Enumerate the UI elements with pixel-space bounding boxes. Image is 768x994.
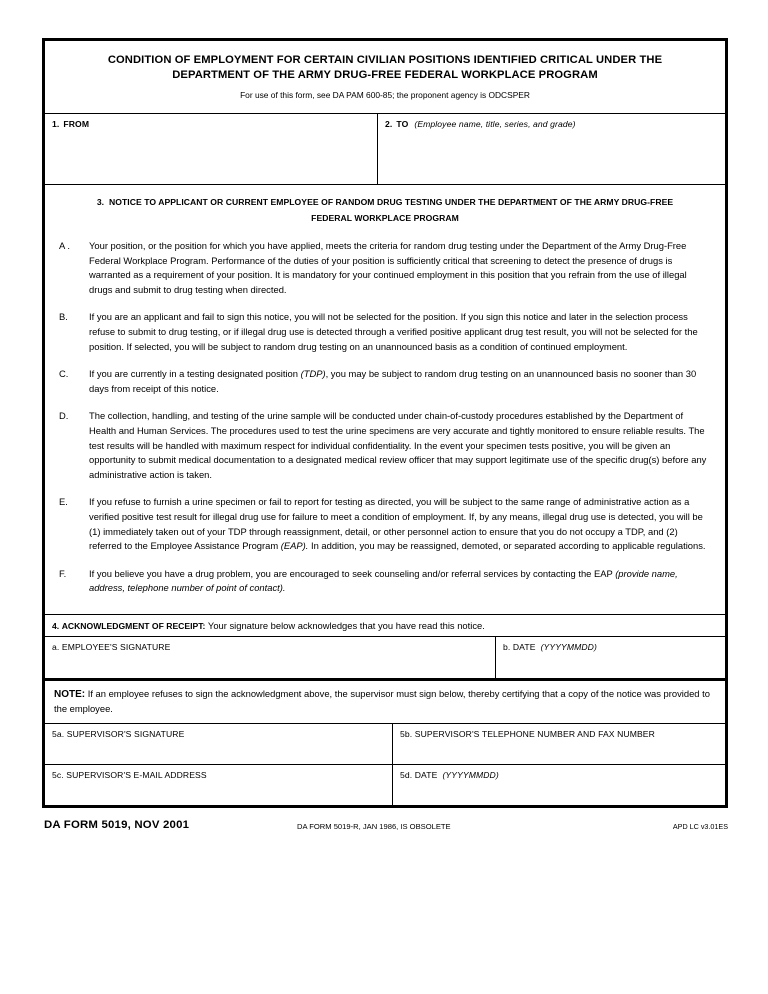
section3-heading-line-2: FEDERAL WORKPLACE PROGRAM (311, 213, 459, 223)
field-supervisor-email-number: 5c. (52, 770, 64, 781)
section4-colon: : (202, 620, 206, 631)
section3-body (45, 236, 725, 614)
field-supervisor-date-label (400, 770, 718, 780)
form-outer-border (42, 38, 728, 808)
supervisor-row-1 (45, 724, 725, 765)
paragraph-e-text (89, 495, 711, 553)
note-block (45, 681, 725, 724)
paragraph-c (59, 367, 711, 396)
field-supervisor-signature-label (52, 729, 385, 739)
section3-heading-line-1: NOTICE TO APPLICANT OR CURRENT EMPLOYEE OF RANDOM DRUG TESTING UNDER THE DEPARTMENT OF THE ARMY DRUG-FREE (109, 197, 674, 207)
field-to-number: 2. (385, 119, 393, 129)
field-supervisor-phone-label (400, 729, 718, 739)
field-employee-signature[interactable] (45, 637, 496, 678)
field-employee-date[interactable] (496, 637, 725, 678)
section4-number: 4. (52, 620, 60, 631)
field-supervisor-date-text: DATE (414, 770, 438, 781)
field-employee-date-hint: (YYYYMMDD) (540, 641, 597, 652)
field-supervisor-signature-text: SUPERVISOR'S SIGNATURE (66, 729, 185, 740)
field-supervisor-date[interactable] (393, 765, 725, 805)
section3-heading (45, 185, 725, 236)
section3-number: 3. (96, 197, 105, 207)
supervisor-row-2 (45, 765, 725, 805)
field-supervisor-phone-number: 5b. (400, 729, 413, 740)
section4-sentence: Your signature below acknowledges that you have read this notice. (207, 619, 485, 631)
field-supervisor-date-number: 5d. (400, 770, 413, 781)
footer-version: APD LC v3.01ES (672, 822, 728, 832)
field-employee-signature-label (52, 642, 488, 652)
paragraph-a (59, 239, 711, 297)
employee-signature-row (45, 637, 725, 681)
paragraph-b-letter: B. (59, 311, 68, 323)
paragraph-a-letter: A . (59, 240, 70, 251)
paragraph-d-text: The collection, handling, and testing of the urine sample will be conducted under chain-of-custody procedures established by the Department of Health and Human Services. The procedures used to test the urine specimens are very accurate and tightly monitored to ensure reliable results. The test results will be handled with maximum respect for individual confidentiality. In the event your specimen tests positive, you will be given an opportunity to submit medical documentation to a designated medical review officer that may support legitimate use of the specific drug(s) before any administrative action is taken. (89, 410, 707, 480)
field-to-hint: (Employee name, title, series, and grade) (414, 119, 576, 129)
form-title-line-2: DEPARTMENT OF THE ARMY DRUG-FREE FEDERAL WORKPLACE PROGRAM (172, 69, 598, 81)
field-employee-date-number: b. (503, 641, 511, 652)
section4-heading (45, 614, 725, 637)
paragraph-f (59, 567, 711, 596)
field-from-label (52, 119, 370, 129)
form-subtitle: For use of this form, see DA PAM 600-85; the proponent agency is ODCSPER (240, 90, 530, 100)
paragraph-a-text: Your position, or the position for which you have applied, meets the criteria for random drug testing under the Department of the Army Drug-Free Federal Workplace Program. Performance of the duties of your position is sufficiently critical that screening to detect the presence of drugs is warranted as a requirement of your position. It is mandatory for your continued employment in this position that you refrain from the use of illegal drugs and submit to drug testing when directed. (89, 240, 687, 295)
field-supervisor-signature[interactable] (45, 724, 393, 764)
section4-label: ACKNOWLEDGMENT OF RECEIPT (61, 620, 203, 631)
field-employee-date-text: DATE (512, 641, 536, 652)
paragraph-c-abbrev-tdp: (TDP) (300, 368, 326, 380)
paragraph-e (59, 495, 711, 553)
paragraph-f-text (89, 567, 711, 596)
paragraph-e-letter: E. (59, 496, 68, 508)
field-supervisor-email-text: SUPERVISOR'S E-MAIL ADDRESS (66, 770, 207, 781)
field-employee-signature-text: EMPLOYEE'S SIGNATURE (61, 641, 171, 652)
paragraph-c-text-after: , you may be subject to random drug testing on an unannounced basis no sooner than 30 days from receipt of this notice. (89, 368, 697, 394)
field-supervisor-signature-number: 5a. (52, 729, 65, 740)
paragraph-f-hint: (provide name, address, telephone number of point of contact). (89, 567, 678, 594)
field-supervisor-email-label (52, 770, 385, 780)
paragraph-c-letter: C. (59, 368, 69, 380)
paragraph-f-letter: F. (59, 567, 67, 579)
field-to-text: TO (396, 119, 409, 129)
paragraph-c-text-before: If you are currently in a testing designated position (89, 368, 298, 380)
field-from-number: 1. (52, 119, 60, 129)
field-supervisor-email[interactable] (45, 765, 393, 805)
paragraph-f-text-before: If you believe you have a drug problem, you are encouraged to seek counseling and/or referral services by contacting the EAP (89, 567, 613, 579)
from-to-row (45, 114, 725, 185)
form-title-block (45, 41, 725, 114)
note-text: If an employee refuses to sign the acknowledgment above, the supervisor must sign below, thereby certifying that a copy of the notice was provided to the employee. (54, 687, 710, 715)
field-to-label (385, 119, 718, 129)
field-supervisor-date-hint: (YYYYMMDD) (442, 770, 499, 781)
form-title-line-1: CONDITION OF EMPLOYMENT FOR CERTAIN CIVILIAN POSITIONS IDENTIFIED CRITICAL UNDER THE (107, 54, 663, 66)
paragraph-b-text: If you are an applicant and fail to sign this notice, you will not be selected for the position. If you sign this notice and later in the selection process refuse to submit to drug testing, or if illegal drug use is detected through a verified positive applicant drug test result, you will not be selected for the position. If selected, you will be subject to random drug testing on an unannounced basis as a condition of continued employment. (89, 311, 698, 352)
paragraph-d-letter: D. (59, 410, 69, 422)
field-supervisor-phone[interactable] (393, 724, 725, 764)
paragraph-d (59, 409, 711, 482)
note-lead: NOTE: (54, 688, 86, 700)
field-to[interactable] (378, 114, 725, 184)
footer-form-id: DA FORM 5019, NOV 2001 (44, 819, 190, 832)
paragraph-e-abbrev-eap: (EAP). (280, 540, 309, 552)
field-supervisor-phone-text: SUPERVISOR'S TELEPHONE NUMBER AND FAX NUMBER (414, 729, 655, 740)
form-footer (42, 816, 728, 846)
paragraph-c-text (89, 367, 711, 396)
field-employee-signature-number: a. (52, 641, 60, 652)
field-from-text: FROM (63, 119, 90, 129)
paragraph-e-text-before: If you refuse to furnish a urine specimen or fail to report for testing as directed, you will be subject to the same range of administrative action as a verified positive test result for illegal drug use for failure to meet a condition of employment. If, by any means, illegal drug use is detected, you will be (1) immediately taken out of your TDP through reassignment, detail, or other personnel action to ensure that you do not occupy a TDP, and (2) referred to the Employee Assistance Program (89, 496, 703, 552)
field-from[interactable] (45, 114, 378, 184)
footer-obsolete-note: DA FORM 5019-R, JAN 1986, IS OBSOLETE (297, 822, 451, 832)
paragraph-e-text-after: In addition, you may be reassigned, demoted, or separated according to applicable regulations. (308, 540, 706, 552)
field-employee-date-label (503, 642, 718, 652)
paragraph-b (59, 310, 711, 354)
